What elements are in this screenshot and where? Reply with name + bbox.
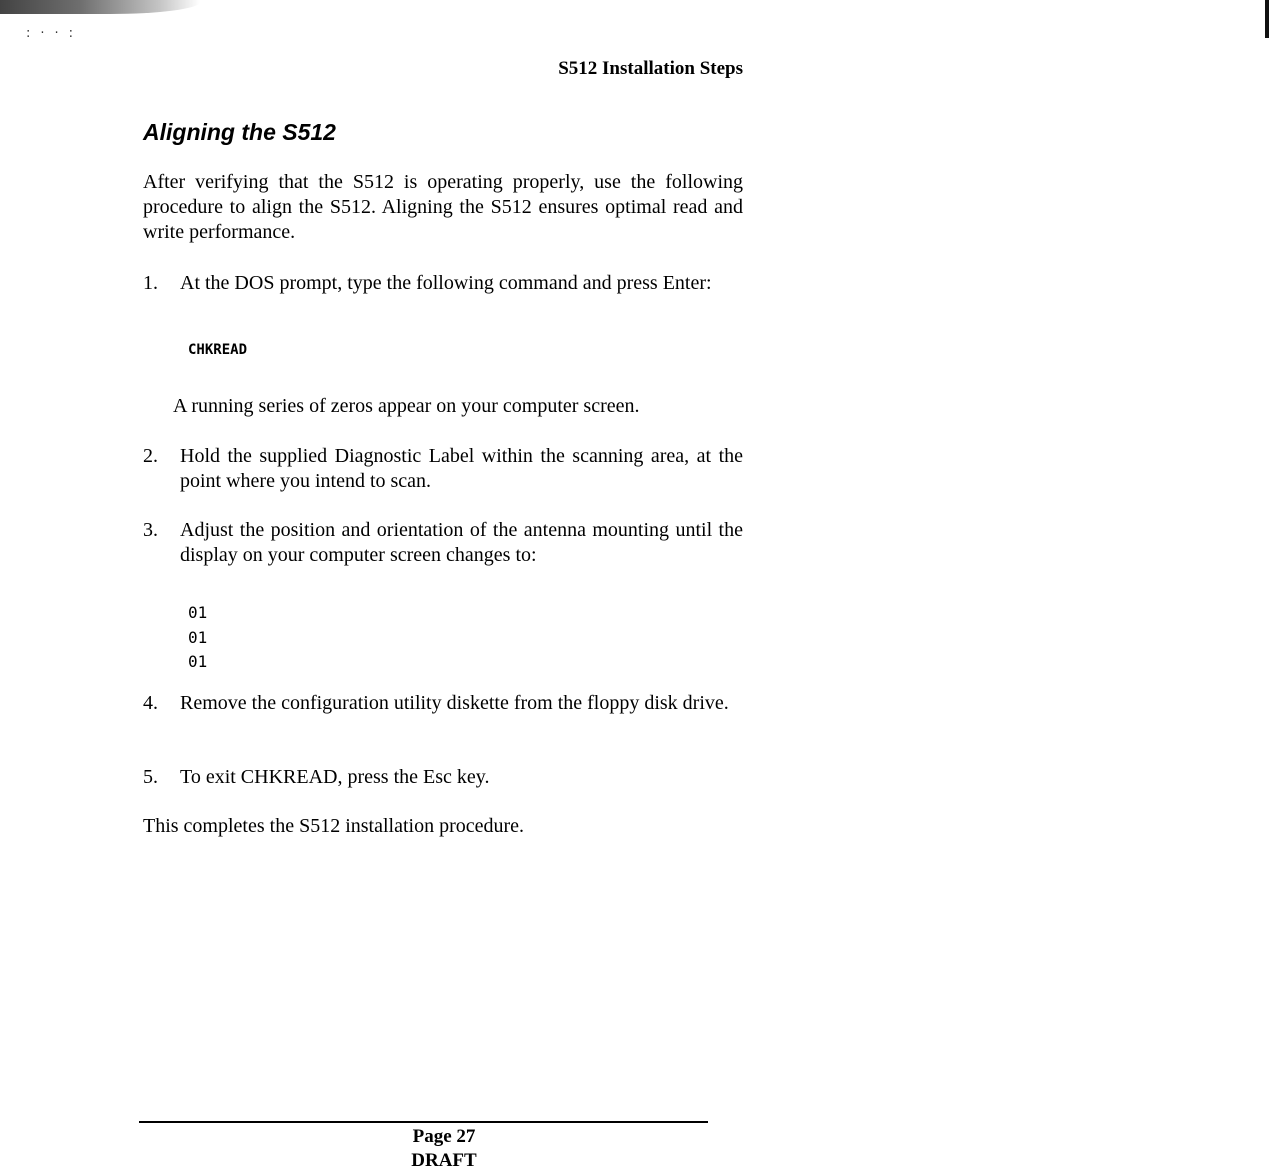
display-line: 01 bbox=[188, 627, 208, 647]
step-number: 1. bbox=[143, 272, 158, 294]
page-number: Page 27 bbox=[412, 1126, 476, 1147]
step-item bbox=[143, 271, 743, 296]
step-number: 4. bbox=[143, 692, 158, 714]
step-text: Hold the supplied Diagnostic Label within the scanning area, at the point where you intend to scan. bbox=[180, 445, 743, 492]
running-head: S512 Installation Steps bbox=[558, 58, 743, 79]
step-item bbox=[143, 691, 743, 716]
step-item bbox=[143, 765, 743, 790]
step-number: 2. bbox=[143, 445, 158, 467]
step-text: Remove the configuration utility diskette from the floppy disk drive. bbox=[180, 692, 729, 714]
scan-artifact-edge bbox=[1265, 0, 1269, 38]
scan-artifact-dots: :··: bbox=[26, 26, 84, 41]
step-number: 3. bbox=[143, 519, 158, 541]
result-text: A running series of zeros appear on your computer screen. bbox=[173, 395, 640, 417]
step-text: To exit CHKREAD, press the Esc key. bbox=[180, 766, 490, 788]
display-line: 01 bbox=[188, 603, 208, 622]
footer-divider bbox=[139, 1121, 708, 1123]
step-item bbox=[143, 444, 743, 494]
section-title: Aligning the S512 bbox=[143, 119, 336, 145]
closing-paragraph: This completes the S512 installation procedure. bbox=[143, 815, 525, 837]
step-item bbox=[143, 518, 743, 568]
intro-paragraph: After verifying that the S512 is operating properly, use the following procedure to align the S512. Aligning the S512 ensures optimal read and write performance. bbox=[143, 171, 743, 243]
step-number: 5. bbox=[143, 766, 158, 788]
step-text: Adjust the position and orientation of the antenna mounting until the display on your computer screen changes to: bbox=[180, 519, 743, 566]
display-line: 01 bbox=[188, 652, 208, 671]
command-text: CHKREAD bbox=[188, 342, 248, 358]
draft-label: DRAFT bbox=[411, 1150, 477, 1171]
display-output bbox=[188, 601, 207, 675]
scan-artifact bbox=[0, 0, 200, 14]
step-text: At the DOS prompt, type the following command and press Enter: bbox=[180, 272, 712, 294]
